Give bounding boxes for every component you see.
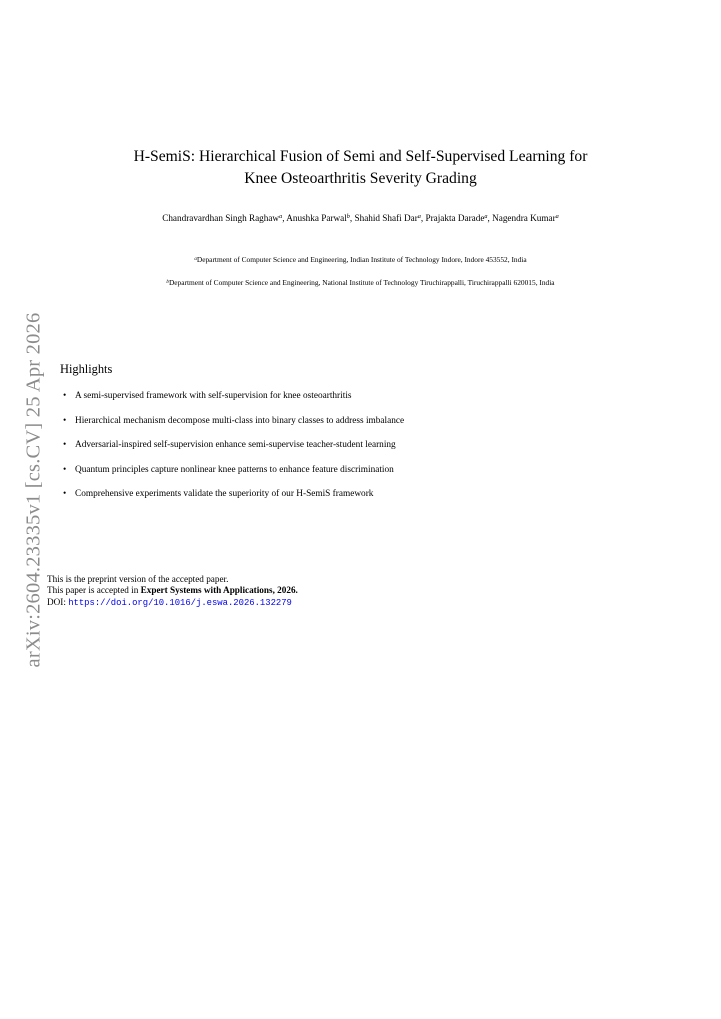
doi-label: DOI: <box>47 596 69 607</box>
paper-title-line-2: Knee Osteoarthritis Severity Grading <box>244 170 477 187</box>
paper-title-line-1: H-SemiS: Hierarchical Fusion of Semi and Self-Supervised Learning for <box>133 148 588 165</box>
highlight-text: Quantum principles capture nonlinear knee patterns to enhance feature discrimination <box>75 464 394 475</box>
author-affiliation-mark: b <box>346 213 350 221</box>
author-affiliation-mark: a <box>555 213 559 221</box>
highlight-item <box>60 439 404 464</box>
author-name: Prajakta Darade <box>425 213 485 223</box>
affiliation-a <box>0 255 721 265</box>
highlights-list <box>60 390 404 513</box>
acceptance-prefix: This paper is accepted in <box>47 585 141 596</box>
highlight-item <box>60 464 404 489</box>
author-affiliation-mark: a <box>484 213 488 221</box>
acceptance-line <box>47 585 298 596</box>
paper-title <box>0 146 721 190</box>
highlight-item <box>60 390 404 415</box>
affiliation-b <box>0 278 721 288</box>
doi-link[interactable]: https://doi.org/10.1016/j.eswa.2026.132279 <box>68 597 292 608</box>
preprint-line: This is the preprint version of the accepted paper. <box>47 574 229 584</box>
bullet-icon: • <box>63 464 67 475</box>
highlight-item <box>60 415 404 440</box>
highlight-text: Adversarial-inspired self-supervision enhance semi-supervise teacher-student learning <box>75 440 396 450</box>
author-name: Nagendra Kumar <box>492 213 556 223</box>
highlight-text: Hierarchical mechanism decompose multi-class into binary classes to address imbalance <box>75 415 405 426</box>
affiliation-mark: a <box>194 256 197 262</box>
highlight-text: Comprehensive experiments validate the superiority of our H-SemiS framework <box>75 489 374 499</box>
author-list <box>0 212 721 225</box>
bullet-icon: • <box>63 391 67 401</box>
preprint-notice <box>47 574 298 609</box>
bullet-icon: • <box>63 440 67 450</box>
author-name: Shahid Shafi Dar <box>354 213 418 223</box>
highlights-heading: Highlights <box>60 362 113 376</box>
author-name: Chandravardhan Singh Raghaw <box>162 213 280 223</box>
affiliation-text: Department of Computer Science and Engineering, Indian Institute of Technology Indore, Indore 453552, India <box>196 255 527 264</box>
bullet-icon: • <box>63 489 67 499</box>
doi-line <box>47 597 298 609</box>
bullet-icon: • <box>63 415 67 426</box>
highlight-item <box>60 488 404 513</box>
arxiv-identifier-stamp: arXiv:2604.23335v1 [cs.CV] 25 Apr 2026 <box>22 312 45 668</box>
author-separator: , <box>487 213 493 223</box>
author-name: Anushka Parwal <box>286 213 347 223</box>
author-separator: , <box>282 213 287 223</box>
author-affiliation-mark: a <box>279 213 283 221</box>
highlight-text: A semi-supervised framework with self-supervision for knee osteoarthritis <box>75 391 352 401</box>
affiliation-text: Department of Computer Science and Engineering, National Institute of Technology Tiruchirappalli, Tiruchirappalli 620015, India <box>168 278 555 287</box>
author-affiliation-mark: a <box>417 213 421 221</box>
author-separator: , <box>420 213 426 223</box>
author-separator: , <box>349 213 355 223</box>
affiliation-mark: b <box>166 279 169 285</box>
journal-name: Expert Systems with Applications, 2026. <box>140 585 298 596</box>
